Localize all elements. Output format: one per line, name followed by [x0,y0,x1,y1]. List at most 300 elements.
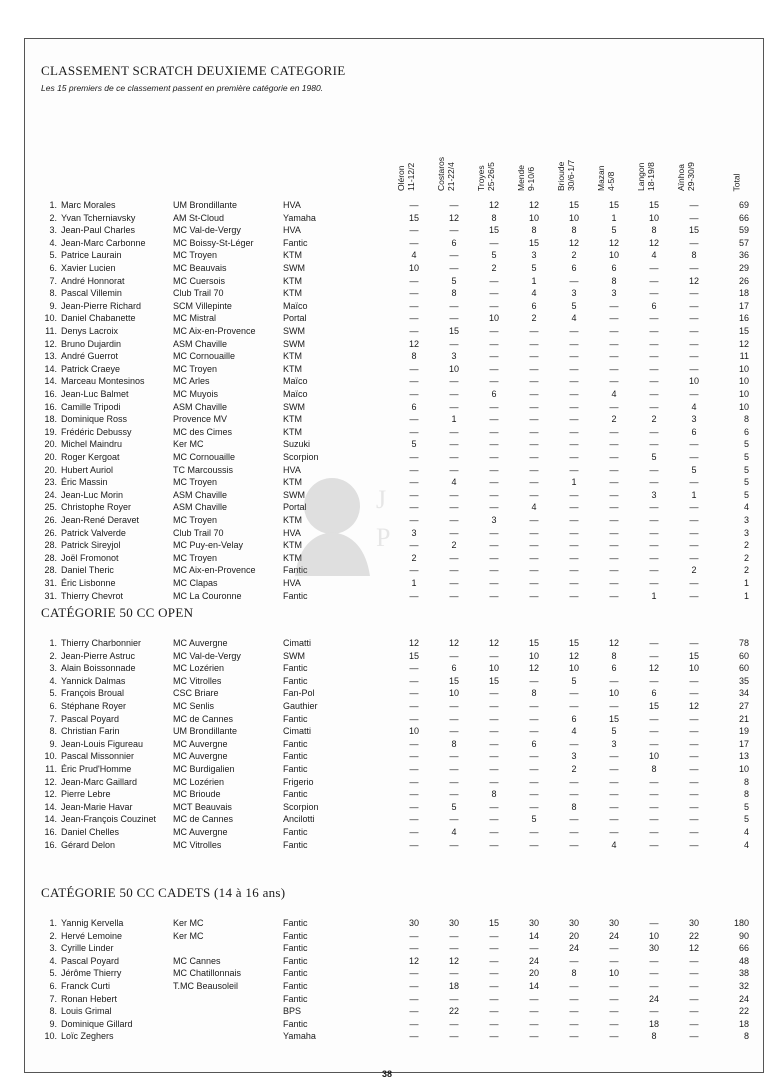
cell-pt: — [449,401,459,412]
cell-rank: 3. [49,663,57,674]
scratch-title: CLASSEMENT SCRATCH DEUXIEME CATEGORIE [41,63,346,78]
cell-pt: — [569,540,579,551]
cell-pt: — [569,814,579,825]
cell-pt: 8 [571,225,577,236]
cell-make: Cimatti [283,726,312,737]
cell-pt: 10 [528,650,539,661]
cell-club: UM Brondillante [173,200,238,210]
cell-pt: 15 [648,200,659,210]
cell-tot: 2 [743,565,749,576]
cell-pt: 1 [571,477,577,488]
cell-pt: 6 [571,713,577,724]
cell-tot: 5 [743,439,749,450]
cell-rank: 9. [49,300,57,311]
cell-pt: — [529,943,539,954]
cell-pt: — [529,351,539,362]
cell-pt: — [489,688,499,699]
cell-club: ASM Chaville [173,489,228,500]
cell-pt: 1 [611,212,617,223]
cell-pt: — [609,814,619,825]
cell-pt: — [569,993,579,1004]
cell-club: Provence MV [173,414,228,425]
cell-pt: — [449,930,459,941]
race-column-headers [33,101,759,193]
cell-pt: — [489,751,499,762]
table-row [33,700,759,712]
cell-name: Daniel Chelles [61,827,120,837]
cell-pt: — [449,968,459,979]
cell-pt: 4 [411,250,417,261]
cell-pt: — [649,313,659,324]
cell-pt: — [409,464,419,475]
cell-make: Fantic [283,663,308,674]
cell-pt: — [489,701,499,711]
cell-make: Fantic [283,590,308,601]
cell-pt: — [649,552,659,563]
cell-pt: — [489,764,499,774]
table-row [33,687,759,699]
cell-tot: 38 [738,968,749,979]
cell-pt: — [609,464,619,475]
cell-pt: 14 [528,981,539,991]
cell-tot: 8 [743,776,749,787]
cell-pt: 12 [608,638,619,648]
cell-make: BPS [283,1006,302,1017]
cell-pt: 5 [571,300,577,311]
cell-tot: 5 [743,814,749,825]
cell-name: Pascal Poyard [61,955,120,966]
cell-pt: — [609,552,619,563]
cell-make: KTM [283,288,302,299]
cell-pt: — [689,839,699,850]
cell-rank: 12. [44,338,57,349]
cell-pt: — [529,675,539,686]
cell-pt: 15 [528,638,539,648]
cell-pt: 8 [611,275,617,286]
cell-pt: 6 [451,663,457,674]
cell-rank: 23. [44,477,57,488]
table-row [33,917,759,929]
svg-text:J: J [376,485,387,514]
table-row [33,577,759,589]
cell-pt: — [569,502,579,513]
cell-pt: — [609,452,619,462]
cell-make: KTM [283,250,302,261]
cell-pt: — [529,439,539,450]
table-row [33,801,759,813]
cell-pt: 12 [648,237,659,248]
cell-make: KTM [283,552,302,563]
cell-pt: — [569,701,579,711]
cell-club: MC de Cannes [173,814,234,825]
cell-pt: — [689,300,699,311]
cell-rank: 5. [49,250,57,261]
cell-pt: — [569,326,579,336]
cell-pt: 8 [651,1031,657,1042]
cell-pt: 6 [491,389,497,399]
cell-rank: 7. [49,993,57,1004]
cell-tot: 60 [738,650,749,661]
cell-pt: — [529,477,539,488]
table-row [33,738,759,750]
cell-pt: — [409,1018,419,1029]
cadets50-title: CATÉGORIE 50 CC CADETS (14 à 16 ans) [41,885,286,900]
cell-pt: 12 [408,638,419,648]
cell-make: Fantic [283,565,308,576]
cell-make: HVA [283,200,301,210]
column-header-label: Total [731,173,742,191]
cell-pt: — [529,338,539,349]
cell-pt: — [569,464,579,475]
cell-pt: 4 [611,839,617,850]
cell-pt: — [449,515,459,525]
cell-pt: — [569,565,579,576]
cell-pt: 10 [488,313,499,324]
cell-tot: 22 [738,1006,749,1017]
cell-pt: — [609,527,619,538]
cell-pt: 2 [491,263,497,273]
cell-name: Pascal Villemin [61,288,122,299]
cell-club: T.MC Beausoleil [173,981,239,991]
cell-pt: — [689,789,699,800]
cell-make: KTM [283,275,302,286]
cell-rank: 28. [44,565,57,576]
cell-pt: — [489,439,499,450]
cell-name: Jean-Luc Balmet [61,389,129,399]
cell-make: Fan-Pol [283,688,315,699]
cell-club: MC Troyen [173,552,218,563]
cell-pt: 15 [688,225,699,236]
cell-pt: — [449,578,459,588]
cell-pt: 8 [651,225,657,236]
cell-club: MC Auvergne [173,638,228,648]
cell-tot: 10 [738,363,749,374]
table-row [33,930,759,942]
cell-pt: 10 [448,688,459,699]
cell-tot: 21 [738,713,749,724]
cell-rank: 16. [44,827,57,837]
cell-pt: — [609,1018,619,1029]
cell-name: Joël Fromonot [61,552,119,563]
cell-pt: — [689,200,699,210]
cell-pt: — [569,738,579,749]
cell-tot: 2 [743,540,749,551]
table-row [33,262,759,274]
cell-club: ASM Chaville [173,338,228,349]
cell-make: HVA [283,464,301,475]
cell-tot: 66 [738,943,749,954]
cell-pt: — [569,389,579,399]
cell-pt: — [489,401,499,412]
cell-tot: 69 [738,200,749,210]
cell-pt: 12 [568,650,579,661]
cell-pt: — [529,1018,539,1029]
cell-pt: 5 [651,452,657,462]
cell-make: Fantic [283,981,308,991]
column-header [676,101,711,193]
cell-pt: — [609,751,619,762]
cell-club: Club Trail 70 [173,288,224,299]
cell-pt: — [489,776,499,787]
cell-pt: — [649,650,659,661]
cell-rank: 20. [44,464,57,475]
cell-pt: — [409,839,419,850]
cell-name: Patrick Sireyjol [61,540,121,551]
cell-club: Club Trail 70 [173,527,224,538]
table-row [33,637,759,649]
cell-pt: 12 [688,701,699,711]
cell-pt: — [689,726,699,737]
cell-pt: — [409,414,419,425]
cell-pt: — [489,338,499,349]
cell-pt: 3 [571,751,577,762]
cell-make: Portal [283,502,307,513]
cell-pt: 12 [448,212,459,223]
cell-club: ASM Chaville [173,502,228,513]
cell-pt: — [569,376,579,387]
cell-pt: — [569,552,579,563]
cell-rank: 6. [49,981,57,991]
table-row [33,776,759,788]
cell-pt: 12 [448,638,459,648]
cell-name: Denys Lacroix [61,326,119,336]
cell-pt: 8 [571,801,577,812]
cell-name: Camille Tripodi [61,401,121,412]
cell-pt: — [689,764,699,774]
cell-pt: 6 [531,738,537,749]
cell-pt: 20 [528,968,539,979]
scratch-subtitle: Les 15 premiers de ce classement passent en première catégorie en 1980. [41,83,324,93]
table-row [33,300,759,312]
cell-club: MC Val-de-Vergy [173,650,241,661]
cell-pt: — [649,968,659,979]
cell-make: Fantic [283,713,308,724]
cell-pt: — [449,426,459,437]
cell-pt: — [649,955,659,966]
cell-tot: 15 [738,326,749,336]
cell-pt: 15 [408,650,419,661]
cell-pt: — [529,1006,539,1017]
cell-make: SWM [283,338,305,349]
cell-name: Daniel Theric [61,565,114,576]
cell-name: Franck Curti [61,981,111,991]
cell-pt: — [409,789,419,800]
cell-club: MC Troyen [173,363,218,374]
cell-club: MC de Cannes [173,713,234,724]
cell-club: MC Puy-en-Velay [173,540,244,551]
cell-tot: 5 [743,452,749,462]
cell-pt: 10 [648,930,659,941]
cell-pt: 5 [451,275,457,286]
cell-pt: — [569,1031,579,1042]
cell-pt: — [689,313,699,324]
cell-pt: — [409,300,419,311]
cell-tot: 26 [738,275,749,286]
cell-tot: 60 [738,663,749,674]
cell-name: André Honnorat [61,275,125,286]
cell-pt: — [649,389,659,399]
cell-pt: — [609,439,619,450]
cell-pt: — [409,200,419,210]
cell-pt: — [489,426,499,437]
cell-club: MC Cannes [173,955,221,966]
cell-rank: 14. [44,814,57,825]
cell-club: MC Mistral [173,313,216,324]
cell-pt: — [449,839,459,850]
cell-rank: 28. [44,552,57,563]
cell-pt: 6 [451,237,457,248]
cell-name: Éric Lisbonne [61,578,116,588]
cell-pt: — [689,515,699,525]
cell-pt: — [689,578,699,588]
cell-rank: 10. [44,313,57,324]
cell-pt: — [489,993,499,1004]
cell-tot: 11 [739,351,749,362]
cell-pt: — [649,918,659,928]
cell-pt: 8 [451,288,457,299]
cell-pt: — [689,477,699,488]
table-row [33,788,759,800]
cell-pt: — [649,827,659,837]
table-row [33,363,759,375]
cell-pt: — [489,237,499,248]
cell-tot: 10 [738,401,749,412]
cell-pt: — [409,477,419,488]
cell-pt: — [689,439,699,450]
cell-pt: 6 [531,300,537,311]
table-row [33,590,759,602]
cell-club: Ker MC [173,918,204,928]
cell-club: MC Cornouaille [173,452,236,462]
cell-pt: — [449,701,459,711]
cell-tot: 3 [743,515,749,525]
cell-pt: — [489,801,499,812]
cell-name: Jean-Marc Gaillard [61,776,138,787]
open50-title: CATÉGORIE 50 CC OPEN [41,605,194,620]
cell-pt: — [609,351,619,362]
cell-pt: — [409,801,419,812]
cell-rank: 28. [44,540,57,551]
cell-pt: — [649,578,659,588]
table-row [33,338,759,350]
cell-pt: — [489,578,499,588]
cell-pt: — [609,540,619,551]
column-header-label: Oléron 11-12/2 [396,162,416,191]
cell-tot: 4 [743,839,749,850]
cell-club: UM Brondillante [173,726,238,737]
table-row [33,426,759,438]
column-header-label: Troyes 25-26/5 [476,162,496,191]
cell-pt: — [409,943,419,954]
cell-pt: — [449,814,459,825]
cell-pt: — [489,968,499,979]
cell-pt: 6 [651,300,657,311]
cell-pt: — [449,313,459,324]
cell-make: SWM [283,401,305,412]
cell-pt: — [689,502,699,513]
table-row [33,1030,759,1042]
cell-name: François Broual [61,688,125,699]
cell-rank: 1. [49,638,57,648]
cell-pt: — [449,300,459,311]
cell-pt: 4 [531,502,537,513]
cell-club: MC des Cimes [173,426,233,437]
cell-name: Jean-Marc Carbonne [61,237,146,248]
cell-pt: — [609,489,619,500]
cell-pt: — [449,502,459,513]
cell-pt: 8 [411,351,417,362]
cell-tot: 16 [738,313,749,324]
cell-pt: — [489,552,499,563]
cell-pt: 24 [608,930,619,941]
cell-pt: 8 [531,688,537,699]
cell-pt: — [449,751,459,762]
cell-name: Alain Boissonnade [61,663,136,674]
cell-pt: — [489,502,499,513]
cell-pt: 10 [408,263,419,273]
cell-pt: 8 [651,764,657,774]
cell-pt: — [449,452,459,462]
cell-pt: — [489,489,499,500]
table-row [33,388,759,400]
table-row [33,763,759,775]
cell-rank: 20. [44,452,57,462]
cell-rank: 9. [49,738,57,749]
cell-name: Yannick Dalmas [61,675,126,686]
cell-pt: — [569,688,579,699]
cell-pt: — [489,452,499,462]
cell-pt: — [649,527,659,538]
cell-pt: — [689,212,699,223]
cell-rank: 11. [45,764,57,774]
cell-pt: — [649,376,659,387]
cell-pt: — [409,363,419,374]
cell-name: André Guerrot [61,351,119,362]
cell-name: Jean-François Couzinet [61,814,157,825]
cell-pt: 12 [528,200,539,210]
cell-make: HVA [283,527,301,538]
cell-rank: 11. [45,326,57,336]
table-row [33,224,759,236]
cell-pt: — [569,839,579,850]
cell-pt: — [569,527,579,538]
cell-club: MC Clapas [173,578,218,588]
cell-name: Patrice Laurain [61,250,122,261]
cell-club: AM St-Cloud [173,212,225,223]
cell-rank: 16. [44,389,57,399]
column-header-label: Costaros 21-22/4 [436,156,456,191]
cell-pt: — [689,288,699,299]
cell-pt: — [529,540,539,551]
cell-make: Fantic [283,955,308,966]
cell-make: Gauthier [283,701,318,711]
cell-pt: — [689,1006,699,1017]
cell-pt: — [649,515,659,525]
cell-pt: — [489,464,499,475]
cell-name: Hubert Auriol [61,464,114,475]
cell-pt: 30 [608,918,619,928]
cell-tot: 4 [743,827,749,837]
cell-pt: — [689,1031,699,1042]
cell-make: Fantic [283,1018,308,1029]
cell-rank: 24. [44,489,57,500]
cell-pt: — [649,776,659,787]
cell-pt: — [489,300,499,311]
cell-pt: — [569,351,579,362]
cell-pt: — [489,839,499,850]
cell-tot: 27 [738,701,749,711]
cell-pt: — [529,764,539,774]
